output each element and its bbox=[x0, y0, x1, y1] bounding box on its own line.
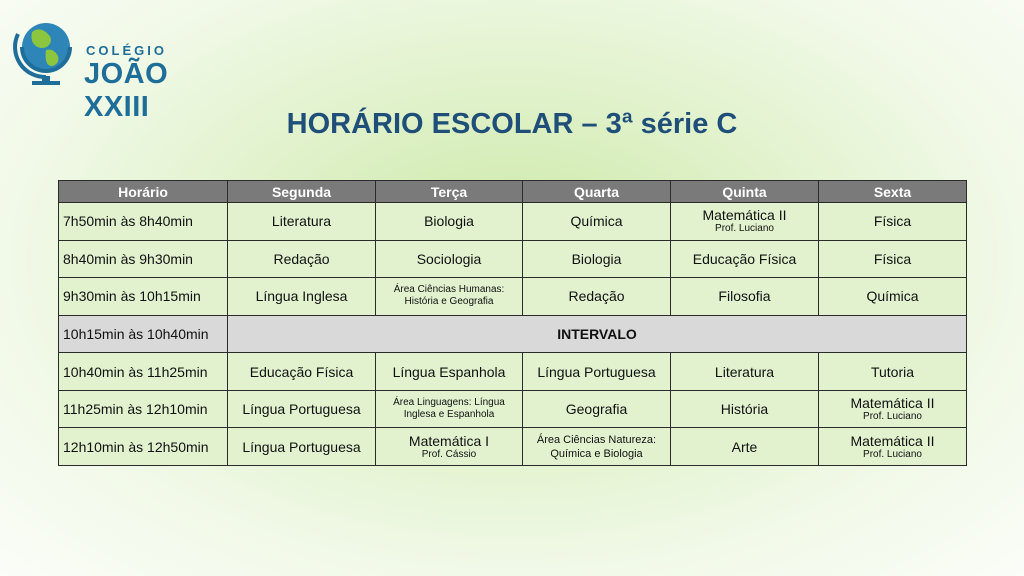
class-cell bbox=[671, 240, 819, 278]
subject: Biologia bbox=[424, 213, 474, 230]
table-row bbox=[59, 428, 967, 466]
subject: Educação Física bbox=[249, 363, 354, 380]
subject: Física bbox=[873, 250, 912, 267]
class-cell bbox=[671, 203, 819, 241]
class-cell bbox=[523, 353, 671, 391]
time-cell: 11h25min às 12h10min bbox=[59, 390, 228, 428]
page-title: HORÁRIO ESCOLAR – 3ª série C bbox=[286, 108, 738, 140]
class-cell bbox=[376, 203, 523, 241]
class-cell bbox=[523, 240, 671, 278]
subject: Arte bbox=[731, 438, 758, 455]
area-line-1: Área Linguagens: Língua bbox=[393, 397, 505, 409]
class-cell bbox=[671, 390, 819, 428]
subject: Redação bbox=[568, 288, 625, 305]
subject: Literatura bbox=[714, 363, 775, 380]
class-cell bbox=[819, 353, 967, 391]
subject: Química bbox=[570, 213, 623, 230]
subject: Biologia bbox=[571, 250, 622, 267]
time-cell: 7h50min às 8h40min bbox=[59, 203, 228, 241]
area-line-1: Área Ciências Natureza: bbox=[536, 433, 657, 446]
globe-icon bbox=[12, 14, 82, 90]
class-cell bbox=[819, 390, 967, 428]
subject: Educação Física bbox=[692, 250, 797, 267]
time-cell: 12h10min às 12h50min bbox=[59, 428, 228, 466]
class-cell bbox=[228, 203, 376, 241]
class-cell bbox=[376, 278, 523, 316]
subject: Matemática II bbox=[702, 207, 787, 224]
header-quinta: Quinta bbox=[671, 181, 819, 203]
table-row bbox=[59, 353, 967, 391]
subject: Matemática I bbox=[408, 432, 490, 449]
time-cell: 10h15min às 10h40min bbox=[59, 315, 228, 353]
header-row bbox=[59, 181, 967, 203]
class-cell bbox=[523, 390, 671, 428]
subject: Geografia bbox=[565, 401, 628, 418]
class-cell bbox=[523, 428, 671, 466]
subject: Literatura bbox=[271, 213, 332, 230]
logo-small-text: COLÉGIO bbox=[86, 43, 167, 58]
subject: Redação bbox=[273, 250, 330, 267]
area-line-2: Inglesa e Espanhola bbox=[403, 409, 495, 421]
subject: Língua Inglesa bbox=[255, 288, 348, 305]
subject: Sociologia bbox=[416, 250, 482, 267]
time-cell: 10h40min às 11h25min bbox=[59, 353, 228, 391]
class-cell bbox=[228, 353, 376, 391]
header-terca: Terça bbox=[376, 181, 523, 203]
interval-row bbox=[59, 315, 967, 353]
subject: Matemática II bbox=[850, 432, 935, 449]
subject: Filosofia bbox=[718, 288, 771, 305]
class-cell bbox=[228, 278, 376, 316]
class-cell bbox=[523, 278, 671, 316]
subject: Língua Portuguesa bbox=[242, 401, 361, 418]
table-row bbox=[59, 390, 967, 428]
table-row bbox=[59, 240, 967, 278]
subject: Química bbox=[866, 288, 919, 305]
area-line-2: História e Geografia bbox=[404, 296, 494, 308]
subject: Língua Portuguesa bbox=[537, 363, 656, 380]
header-segunda: Segunda bbox=[228, 181, 376, 203]
class-cell bbox=[523, 203, 671, 241]
class-cell bbox=[671, 428, 819, 466]
class-cell bbox=[376, 353, 523, 391]
subject: Língua Portuguesa bbox=[242, 438, 361, 455]
schedule-table bbox=[58, 180, 967, 466]
class-cell bbox=[228, 240, 376, 278]
subject: História bbox=[720, 401, 769, 418]
header-quarta: Quarta bbox=[523, 181, 671, 203]
class-cell bbox=[671, 353, 819, 391]
header-horario: Horário bbox=[59, 181, 228, 203]
teacher: Prof. Cássio bbox=[421, 448, 477, 460]
class-cell bbox=[376, 428, 523, 466]
table-row bbox=[59, 278, 967, 316]
area-line-2: Química e Biologia bbox=[550, 447, 643, 460]
header-sexta: Sexta bbox=[819, 181, 967, 203]
class-cell bbox=[228, 428, 376, 466]
time-cell: 9h30min às 10h15min bbox=[59, 278, 228, 316]
class-cell bbox=[819, 240, 967, 278]
time-cell: 8h40min às 9h30min bbox=[59, 240, 228, 278]
class-cell bbox=[228, 390, 376, 428]
subject: Matemática II bbox=[850, 395, 935, 412]
interval-label: INTERVALO bbox=[228, 315, 967, 353]
subject: Física bbox=[873, 213, 912, 230]
class-cell bbox=[376, 390, 523, 428]
school-logo bbox=[12, 14, 232, 123]
teacher: Prof. Luciano bbox=[863, 411, 922, 423]
teacher: Prof. Luciano bbox=[715, 223, 774, 235]
teacher: Prof. Luciano bbox=[863, 448, 922, 460]
area-line-1: Área Ciências Humanas: bbox=[393, 284, 505, 296]
class-cell bbox=[819, 428, 967, 466]
class-cell bbox=[819, 278, 967, 316]
subject: Língua Espanhola bbox=[392, 363, 506, 380]
class-cell bbox=[819, 203, 967, 241]
subject: Tutoria bbox=[870, 363, 915, 380]
table-row bbox=[59, 203, 967, 241]
class-cell bbox=[376, 240, 523, 278]
logo-big-text: JOÃO XXIII bbox=[84, 58, 169, 123]
class-cell bbox=[671, 278, 819, 316]
